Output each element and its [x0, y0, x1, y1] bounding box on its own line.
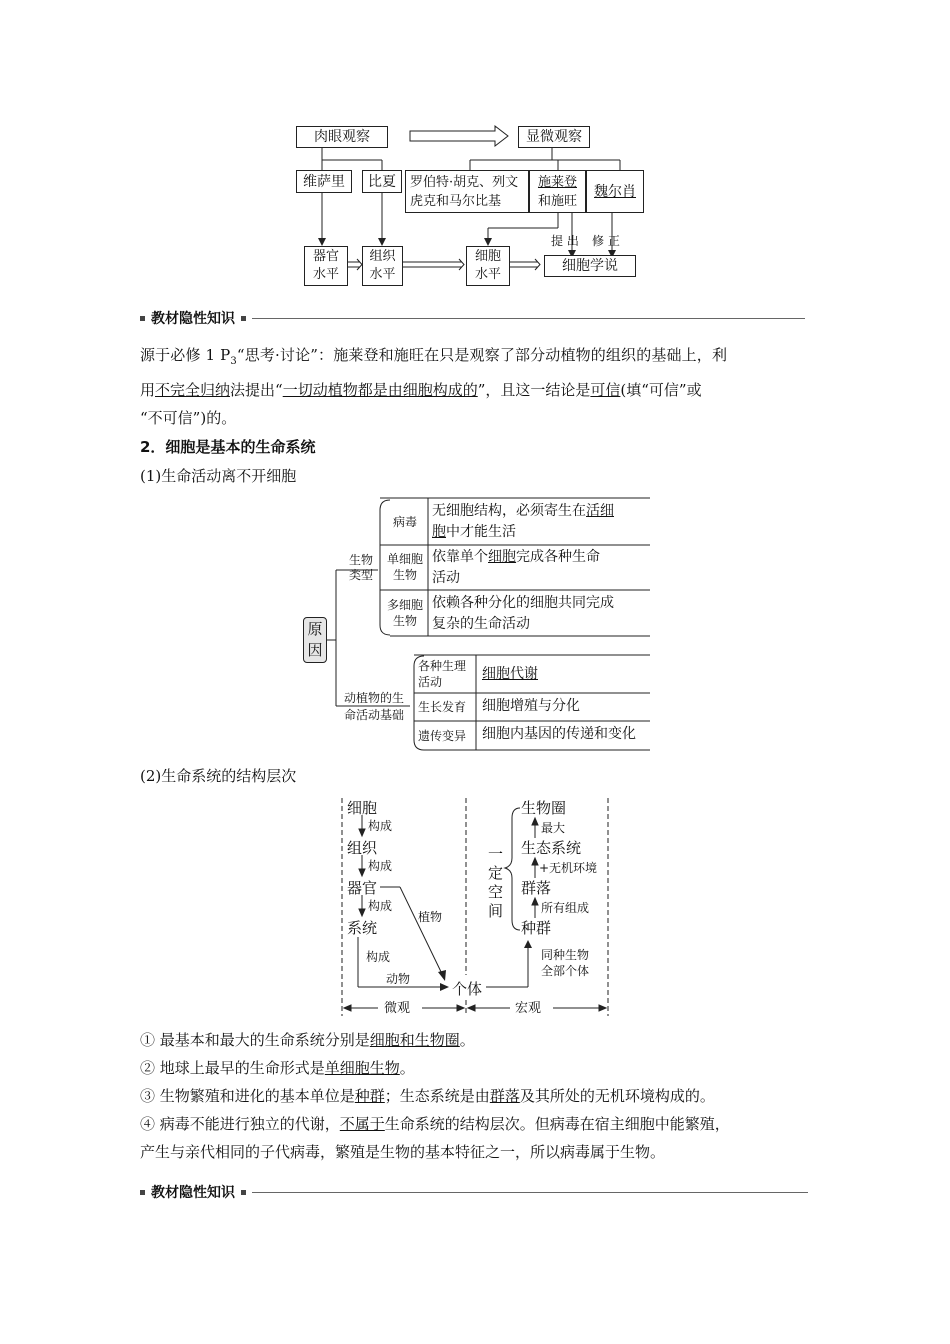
naked-eye-label: 肉眼观察	[314, 129, 370, 145]
multicellular-line: 生物	[392, 614, 417, 628]
point-underline: 单细胞生物	[324, 1059, 400, 1077]
point-underline: 群落	[489, 1087, 520, 1105]
organ-line1: 器官	[312, 249, 339, 264]
cell-line2: 水平	[474, 267, 501, 282]
para1-text: “不可信”)的。	[140, 409, 237, 427]
level-community: 群落	[521, 879, 552, 897]
constitute-label: 构成	[368, 899, 393, 913]
growth-description: 细胞增殖与分化	[482, 698, 580, 714]
para1-text: ”，且这一结论是	[477, 381, 591, 399]
point-text: ③ 生物繁殖和进化的基本单位是	[140, 1087, 355, 1105]
space-char: 空	[488, 883, 504, 901]
heading-cell-life-system: 2．细胞是基本的生命系统	[140, 438, 316, 456]
basis-line: 命活动基础	[344, 708, 405, 722]
virchow-label: 魏尔肖	[594, 183, 636, 200]
plant-label: 植物	[418, 910, 443, 924]
para1-underline: 一切动植物都是由细胞构成的	[282, 381, 478, 399]
metabolism-text: 细胞代谢	[482, 666, 538, 682]
level-tissue: 组织	[347, 839, 378, 857]
key-points	[140, 1026, 815, 1166]
point-underline: 种群	[354, 1087, 385, 1105]
level-biosphere: 生物圈	[521, 799, 567, 817]
space-char: 间	[488, 902, 504, 920]
uni-desc-text: 依靠单个	[432, 549, 488, 565]
cell-theory-label: 细胞学说	[562, 258, 618, 274]
level-cell: 细胞	[347, 799, 378, 817]
reason-char: 原	[307, 620, 323, 638]
basis-line: 动植物的生	[344, 691, 405, 705]
uni-desc-text: 完成各种生命	[516, 549, 600, 565]
organ-line2: 水平	[312, 267, 339, 282]
para1-underline: 可信	[590, 381, 621, 399]
para1-text: 法提出“	[230, 381, 283, 399]
point-text: ② 地球上最早的生命形式是	[140, 1059, 325, 1077]
point-text: 。	[399, 1059, 415, 1077]
square-bullet-icon	[241, 1190, 246, 1195]
section-header-hidden-knowledge-2	[140, 1182, 808, 1202]
level-system: 系统	[347, 919, 378, 937]
micro-label: 微观	[384, 1001, 411, 1016]
point-4-continued	[140, 1138, 815, 1166]
para1-text: 用	[140, 381, 156, 399]
constitute-label: 构成	[368, 819, 393, 833]
same-species-line: 全部个体	[541, 964, 590, 978]
para1-text: 源于必修 1 P	[140, 346, 231, 364]
bichat-label: 比夏	[368, 173, 396, 190]
para1-underline: 不完全归纳	[155, 381, 231, 399]
uni-desc-text: 活动	[432, 570, 460, 586]
virus-desc-underline: 活细	[586, 503, 614, 519]
macro-label: 宏观	[515, 1001, 542, 1016]
divider-line	[252, 1192, 808, 1193]
physiology-line: 活动	[418, 675, 443, 689]
point-text: ① 最基本和最大的生命系统分别是	[140, 1031, 370, 1049]
level-population: 种群	[521, 919, 552, 937]
multi-desc-line: 依赖各种分化的细胞共同完成	[432, 595, 614, 611]
growth-label: 生长发育	[418, 700, 467, 714]
point-text: 及其所处的无机环境构成的。	[519, 1087, 715, 1105]
physiology-line: 各种生理	[418, 659, 467, 673]
square-bullet-icon	[140, 1190, 145, 1195]
point-underline: 不属于	[339, 1115, 385, 1133]
virus-desc-text: 无细胞结构，必须寄生在	[432, 503, 586, 519]
heredity-label: 遗传变异	[418, 729, 467, 743]
bio-type-line: 类型	[348, 568, 373, 582]
cell-line1: 细胞	[474, 249, 501, 264]
same-species-label	[541, 947, 589, 979]
multicellular-line: 多细胞	[386, 598, 423, 612]
vesalius-label: 维萨里	[303, 173, 345, 190]
unicellular-line: 生物	[392, 568, 417, 582]
virus-desc-text: 中才能生活	[446, 524, 516, 540]
subheading-structure-levels: (2)生命系统的结构层次	[140, 767, 297, 785]
certain-space-label	[488, 845, 503, 921]
revise-label: 修 正	[592, 234, 620, 248]
schleiden-line2: 和施旺	[537, 194, 577, 209]
point-text: 产生与亲代相同的子代病毒，繁殖是生物的基本特征之一，所以病毒属于生物。	[140, 1143, 666, 1161]
uni-desc-underline: 细胞	[488, 549, 516, 565]
level-organ: 器官	[347, 879, 378, 897]
unicellular-line: 单细胞	[386, 552, 423, 566]
tissue-line1: 组织	[369, 249, 396, 264]
plus-environment-label: +无机环境	[539, 861, 598, 875]
para1-text: “思考·讨论”：施莱登和施旺在只是观察了部分动植物的组织的基础上，利	[236, 346, 728, 364]
para1-text: (填“可信”或	[620, 381, 702, 399]
animal-label: 动物	[386, 972, 411, 986]
heredity-description: 细胞内基因的传递和变化	[482, 726, 636, 742]
constitute-label: 构成	[366, 950, 391, 964]
constitute-label: 构成	[368, 859, 393, 873]
microscope-label: 显微观察	[526, 129, 582, 145]
level-ecosystem: 生态系统	[521, 839, 582, 857]
propose-label: 提 出	[551, 234, 579, 248]
point-1	[140, 1026, 815, 1054]
tissue-line2: 水平	[369, 267, 396, 282]
section-title: 教材隐性知识	[151, 1185, 235, 1201]
point-4	[140, 1110, 815, 1138]
section-title: 教材隐性知识	[151, 311, 235, 327]
virus-desc-underline: 胞	[432, 524, 446, 540]
bio-type-line: 生物	[348, 553, 373, 567]
schleiden-line1: 施莱登	[537, 175, 577, 190]
point-text: 。	[459, 1031, 475, 1049]
point-underline: 细胞和生物圈	[369, 1031, 460, 1049]
point-text: 生命系统的结构层次。但病毒在宿主细胞中能繁殖，	[384, 1115, 730, 1133]
subheading-life-activity: (1)生命活动离不开细胞	[140, 467, 297, 485]
reason-char: 因	[307, 641, 323, 659]
multi-desc-line: 复杂的生命活动	[432, 616, 530, 632]
space-char: 定	[488, 864, 504, 882]
space-char: 一	[488, 845, 504, 863]
point-3	[140, 1082, 815, 1110]
virus-label: 病毒	[392, 515, 417, 529]
point-text: ④ 病毒不能进行独立的代谢，	[140, 1115, 340, 1133]
point-2	[140, 1054, 815, 1082]
point-text: ；生态系统是由	[384, 1087, 490, 1105]
hooke-line2: 虎克和马尔比基	[410, 194, 502, 209]
hooke-line1: 罗伯特·胡克、列文	[410, 175, 519, 190]
para1-subscript: 3	[230, 356, 237, 367]
all-components-label: 所有组成	[541, 901, 590, 915]
level-individual: 个体	[452, 980, 483, 998]
same-species-line: 同种生物	[541, 948, 590, 962]
largest-label: 最大	[541, 821, 566, 835]
